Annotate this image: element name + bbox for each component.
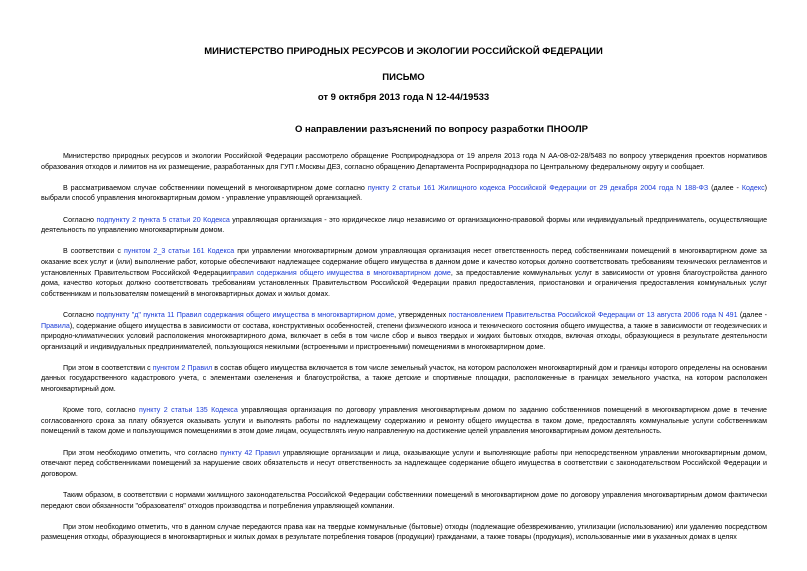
paragraph-text: , за предоставление коммунальных услуг в зависимости от уровня благоустройства данного дома, качество которых должно соответствовать требованиям установленных Правительством Российской Федерации правил предоставления, приостановки и ограничения предоставления коммунальных услуг собственникам и пользователям помещений в многоквартирных домах и жилых домах.	[41, 268, 768, 298]
document-link[interactable]: пунктом 2_3 статьи 161 Кодекса	[123, 247, 235, 256]
paragraph	[41, 405, 767, 437]
paragraph-text: Согласно	[63, 215, 97, 224]
document-date-number: от 9 октября 2013 года N 12-44/19533	[317, 92, 490, 103]
paragraph-text: (далее -	[737, 310, 767, 319]
paragraph-text: управляющая организация по договору управления многоквартирным домом по заданию собственников помещений в многоквартирном доме в течение согласованного срока за плату обязуется оказывать услуги и выполнять работы по надлежащему содержанию и ремонту общего имущества в таком доме, предоставлять коммунальные услуги собственникам помещений в таком доме и пользующимся помещениями в этом доме лицам, осуществлять иную направленную на достижение целей управления многоквартирным домом деятельность.	[41, 406, 767, 436]
paragraph-text: ), содержание общего имущества в зависимости от состава, конструктивных особенностей, степени физического износа и технического состояния общего имущества, а также в зависимости от геодезических и природно-климатических условий расположения многоквартирного дома, включает в себя в том числе сбор и вывоз твердых и жидких бытовых отходов, включая отходы, образующиеся в результате деятельности организаций и индивидуальных предпринимателей, пользующихся нежилыми (встроенными и пристроенными) помещениями в многоквартирном доме.	[41, 321, 767, 351]
document-link[interactable]: Правила	[41, 321, 70, 330]
paragraph	[41, 183, 767, 204]
paragraph-text: При этом необходимо отметить, что в данном случае передаются права как на твердые коммунальные (бытовые) отходы (подлежащие обезвреживанию, утилизации (использованию) или удалению посредством размещения отходы, образующиеся в многоквартирных и жилых домах в результате потребления товаров (продукции) гражданами, а также товары (продукция), использованные ими в указанных домах в целях	[41, 522, 767, 542]
paragraph-text: (далее -	[708, 183, 742, 192]
paragraph-text: , утвержденных	[394, 310, 449, 319]
document-type: ПИСЬМО	[382, 72, 425, 83]
paragraph-text: В рассматриваемом случае собственники помещений в многоквартирном доме согласно	[63, 183, 368, 192]
document-link[interactable]: Кодекс	[741, 183, 765, 192]
document-subject: О направлении разъяснений по вопросу разработки ПНООЛР	[294, 124, 589, 135]
paragraph-text: Согласно	[63, 310, 97, 319]
document-link[interactable]: пункту 2 статьи 135 Кодекса	[138, 406, 238, 415]
paragraph-text: Таким образом, в соответствии с нормами жилищного законодательства Российской Федерации собственники помещений в многоквартирном доме по договору управления многоквартирным домом фактически передают свои обязанности "образователя" отходов производства и потребления управляющей компании.	[41, 491, 767, 510]
paragraph-text: управляющие организации и лица, оказывающие услуги и выполняющие работы при непосредственном управлении многоквартирным домом, отвечают перед собственниками помещений за нарушение своих обязательств и несут ответственность за надлежащее содержание общего имущества в соответствии с законодательством Российской Федерации и договором.	[41, 448, 767, 478]
paragraph	[41, 151, 767, 172]
paragraph-text: ) выбрали способ управления многоквартирным домом - управление управляющей организацией.	[41, 183, 767, 203]
paragraph-text: Министерство природных ресурсов и экологии Российской Федерации рассмотрело обращение Росприроднадзора от 19 апреля 2013 года N АА-08-02-28/5483 по вопросу утверждения проектов нормативов образования отходов и лимитов на их размещение, разработанных для ГУП г.Москвы ДЕЗ, согласно обращению Департамента Росприроднадзора по Центральному федеральному округу и сообщает.	[41, 152, 767, 171]
document-body	[41, 151, 767, 554]
paragraph-text: При этом необходимо отметить, что согласно	[63, 448, 221, 457]
paragraph-text: при управлении многоквартирным домом управляющая организация несет ответственность перед собственниками помещений в многоквартирном доме за оказание всех услуг и (или) выполнение работ, которые обеспечивают надлежащее содержание общего имущества в данном доме и качество которых должно соответствовать требованиям технических регламентов и установленных Правительством Российской Федерации	[41, 247, 767, 277]
document-link[interactable]: пункту 42 Правил	[220, 448, 281, 457]
paragraph-text: В соответствии с	[63, 247, 124, 256]
paragraph-text: При этом в соответствии с	[63, 363, 153, 372]
paragraph	[41, 310, 767, 352]
paragraph	[41, 363, 767, 395]
document-link[interactable]: пункту 2 статьи 161 Жилищного кодекса Российской Федерации от 29 декабря 2004 года N 188-ФЗ	[367, 183, 709, 192]
paragraph	[41, 215, 767, 236]
paragraph	[41, 448, 767, 480]
document-link[interactable]: подпункту "д" пункта 11 Правил содержания общего имущества в многоквартирном доме	[96, 310, 395, 319]
paragraph-text: управляющая организация - это юридическое лицо независимо от организационно-правовой формы или индивидуальный предприниматель, осуществляющие деятельность по управлению многоквартирным домом.	[41, 215, 768, 235]
paragraph	[41, 522, 767, 543]
paragraph-text: в состав общего имущества включается в том числе земельный участок, на котором расположен многоквартирный дом и границы которого определены на основании данных государственного кадастрового учета, с элементами озеленения и благоустройства, а также детские и спортивные площадки, расположенные в границах земельного участка, на котором расположен многоквартирный дом.	[41, 363, 767, 394]
document-link[interactable]: постановлением Правительства Российской Федерации от 13 августа 2006 года N 491	[448, 310, 738, 319]
paragraph	[41, 490, 767, 511]
document-link[interactable]: подпункту 2 пункта 5 статьи 20 Кодекса	[96, 215, 230, 224]
paragraph	[41, 246, 767, 299]
ministry-title: МИНИСТЕРСТВО ПРИРОДНЫХ РЕСУРСОВ И ЭКОЛОГИИ РОССИЙСКОЙ ФЕДЕРАЦИИ	[204, 46, 603, 57]
paragraph-text: Кроме того, согласно	[63, 406, 139, 415]
document-link[interactable]: правил содержания общего имущества в многоквартирном доме	[230, 268, 451, 277]
document-link[interactable]: пунктом 2 Правил	[152, 363, 213, 372]
